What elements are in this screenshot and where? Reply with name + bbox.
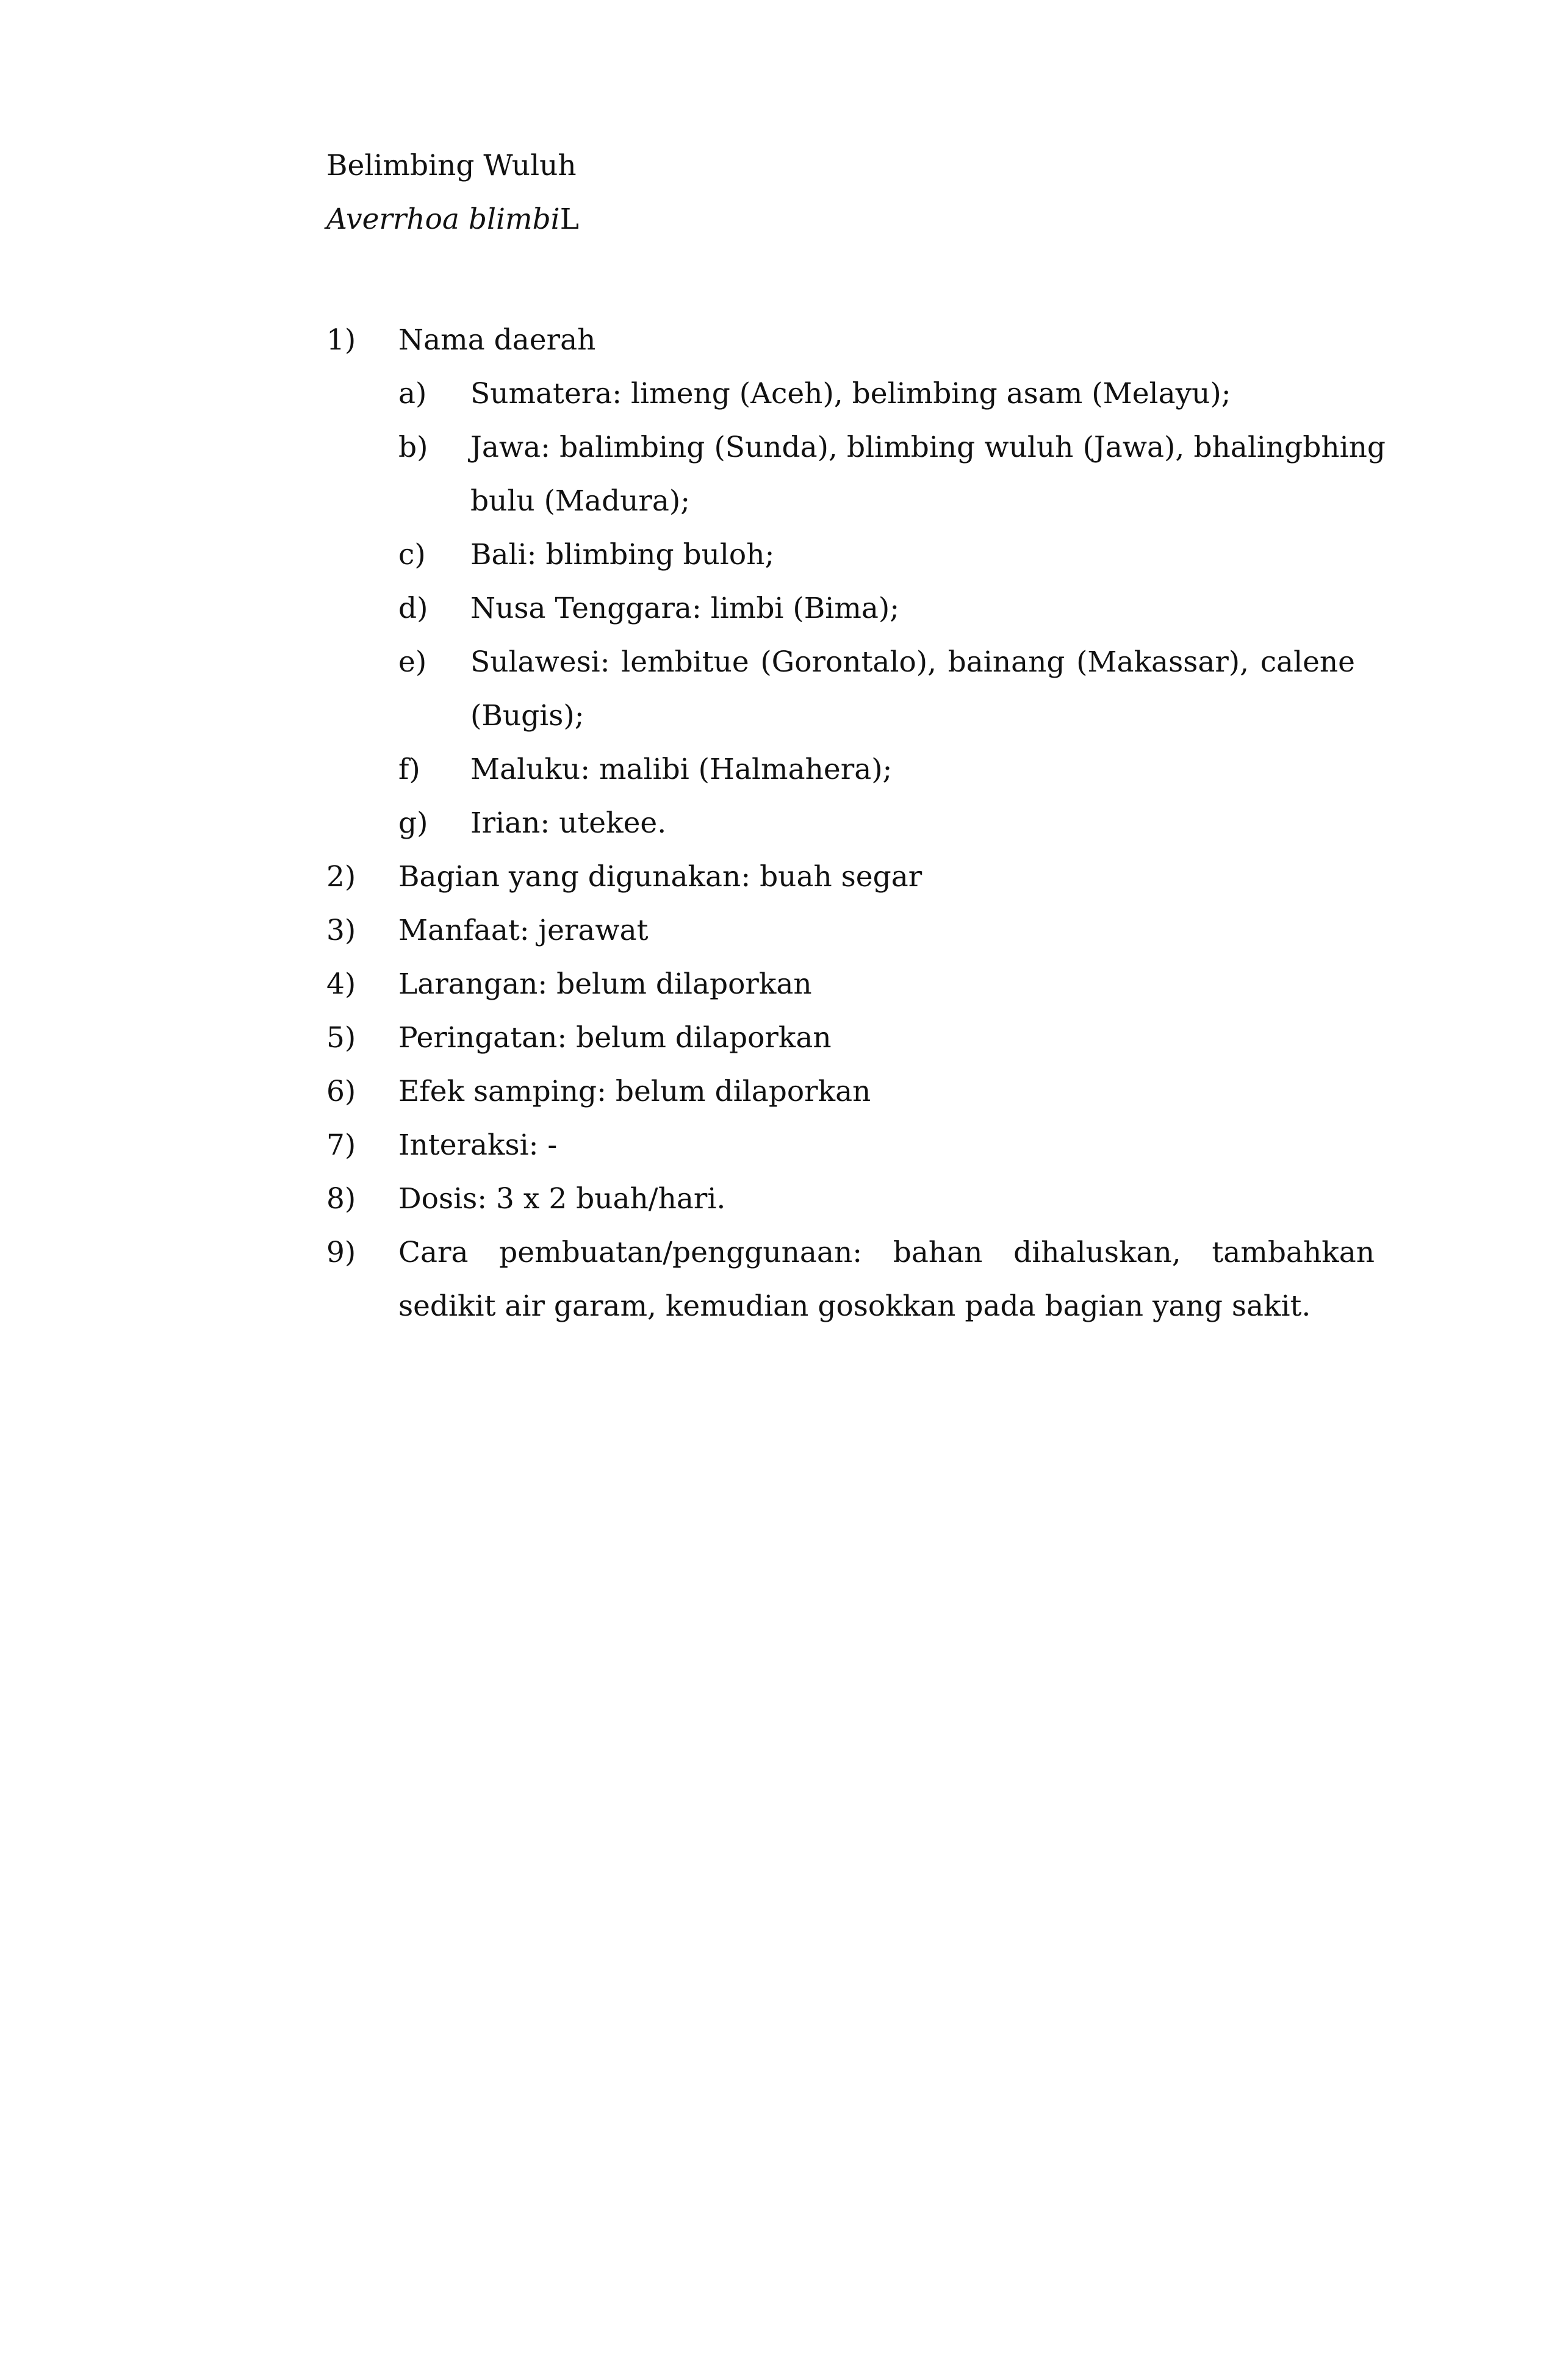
sub-item-g [326,797,1385,850]
list-text: Bagian yang digunakan: buah segar [398,860,922,894]
list-item-4 [326,958,1385,1011]
list-item-3 [326,904,1385,958]
sub-letter: d) [398,592,428,625]
list-number: 6) [326,1075,356,1108]
list-item-1 [326,314,1385,367]
sub-letter: f) [398,753,420,786]
sub-item-c [326,528,1385,582]
list-text: Nama daerah [398,323,596,357]
list-number: 8) [326,1182,356,1216]
latin-name [326,193,1385,246]
list-text: Interaksi: - [398,1128,558,1162]
list-number: 5) [326,1021,356,1055]
list-number: 4) [326,967,356,1001]
list-text: Manfaat: jerawat [398,914,649,947]
sub-text: Maluku: malibi (Halmahera); [470,753,893,786]
list-number: 7) [326,1128,356,1162]
latin-name-suffix: L [559,203,579,236]
sub-letter: g) [398,806,428,840]
sub-text: Nusa Tenggara: limbi (Bima); [470,592,900,625]
list-item-2 [326,850,1385,904]
list-item-7 [326,1119,1385,1172]
sub-letter: e) [398,645,427,679]
list-text: Dosis: 3 x 2 buah/hari. [398,1182,726,1216]
sub-text: Sumatera: limeng (Aceh), belimbing asam (Melayu); [470,377,1231,410]
list-item-6 [326,1065,1385,1119]
sub-item-b [326,421,1385,528]
sub-text: Bali: blimbing buloh; [470,538,775,572]
list-text: Cara pembuatan/penggunaan: bahan dihaluskan, tambahkan sedikit air garam, kemudian gosokkan pada bagian yang sakit. [398,1236,1375,1323]
list-number: 2) [326,860,356,894]
list-item-9 [326,1226,1385,1333]
sub-item-e [326,636,1385,743]
sub-item-f [326,743,1385,797]
list-text: Larangan: belum dilaporkan [398,967,812,1001]
sub-letter: a) [398,377,427,410]
sub-text: Irian: utekee. [470,806,667,840]
list-number: 1) [326,323,356,357]
sub-letter: b) [398,431,428,464]
list-number: 9) [326,1236,356,1269]
sub-text: Sulawesi: lembitue (Gorontalo), bainang (Makassar), calene (Bugis); [470,645,1355,733]
list-text: Efek samping: belum dilaporkan [398,1075,871,1108]
list-item-8 [326,1172,1385,1226]
latin-name-italic: Averrhoa blimbi [326,203,560,236]
document-page [326,139,1385,1333]
sub-text: Jawa: balimbing (Sunda), blimbing wuluh (Jawa), bhalingbhing bulu (Madura); [470,431,1386,518]
sub-item-d [326,582,1385,636]
list-text: Peringatan: belum dilaporkan [398,1021,832,1055]
list-number: 3) [326,914,356,947]
common-name: Belimbing Wuluh [326,149,577,182]
sub-item-a [326,367,1385,421]
list-item-5 [326,1011,1385,1065]
sub-letter: c) [398,538,426,572]
spacer [326,246,1385,314]
